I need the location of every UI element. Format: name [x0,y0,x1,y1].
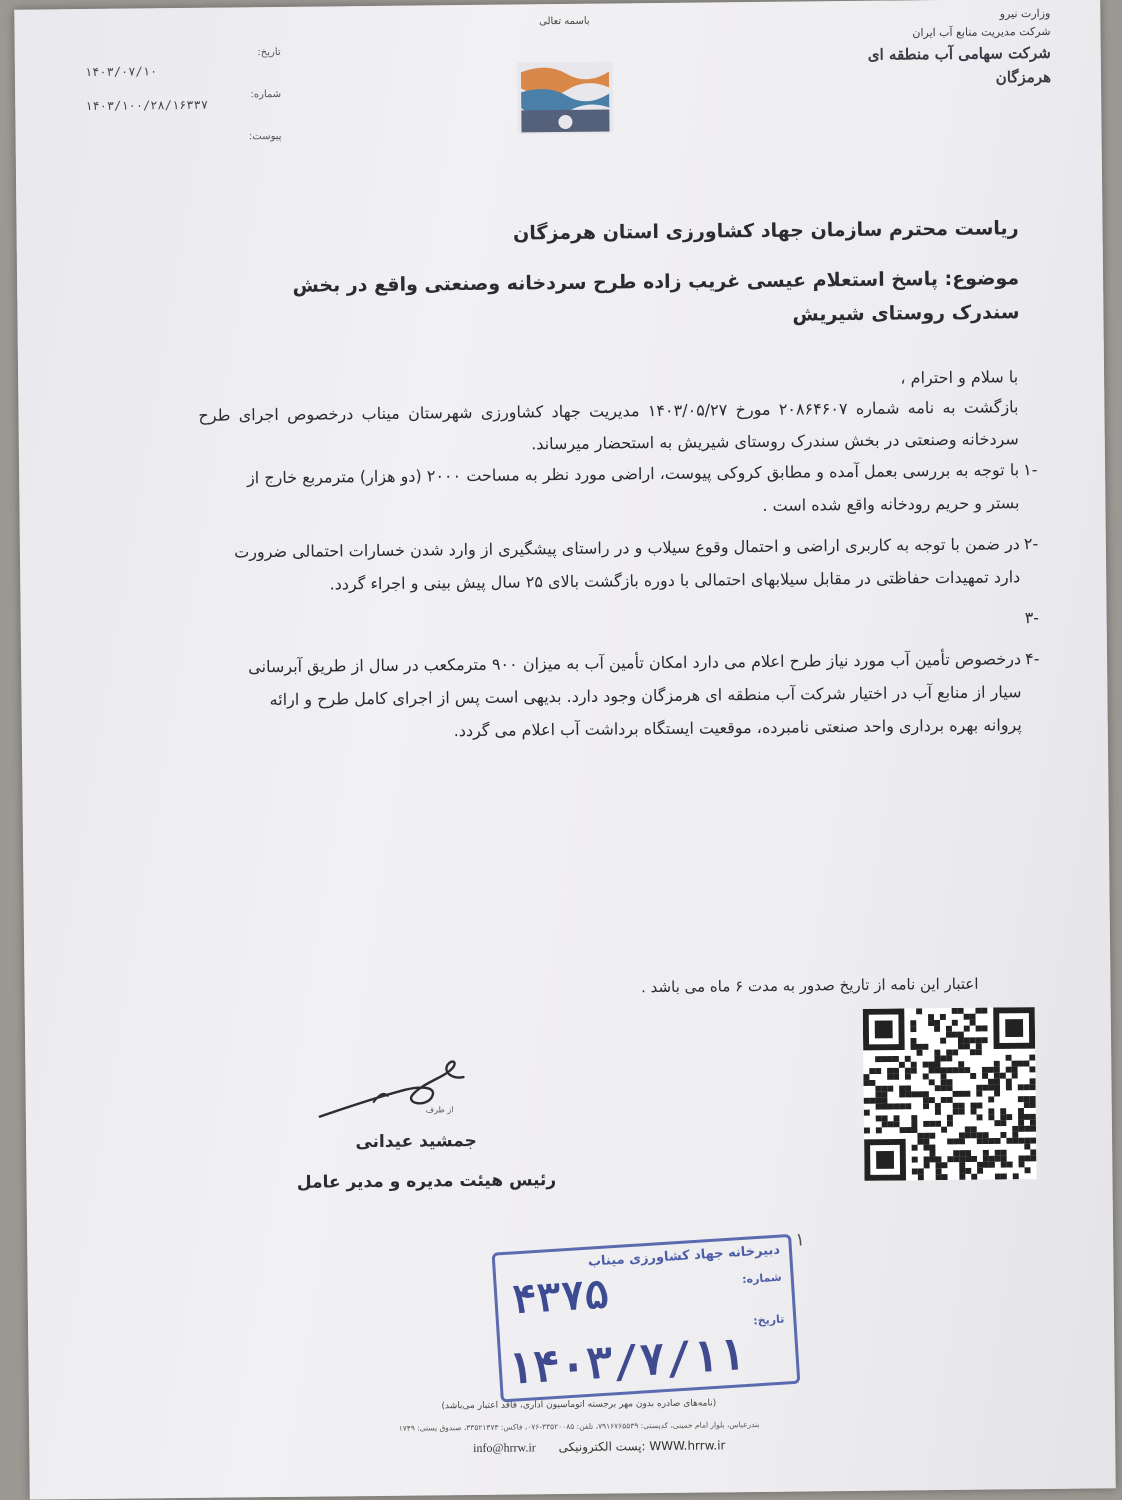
date-label: تاریخ: [257,46,281,59]
list-item [231,601,1040,642]
list-item [229,453,1038,527]
bismillah: باسمه تعالی [539,15,590,28]
item-text [231,601,1021,609]
validity-note: اعتبار این نامه از تاریخ صدور به مدت ۶ ماه می باشد . [640,974,979,997]
attachment-label: پیوست: [248,130,282,143]
addressee: ریاست محترم سازمان جهاد کشاورزی استان هرمزگان [512,217,1019,245]
item-text: با توجه به بررسی بعمل آمده و مطابق کروکی پیوست، اراضی مورد نظر به مساحت ۲۰۰۰ (دو هزار) مترمربع خارج از بستر و حریم رودخانه واقع شده است . [246,460,1020,515]
item-text: در ضمن با توجه به کاربری اراضی و احتمال وقوع سیلاب و در راستای پیشگیری از وارد شدن خسارات احتمالی ضرورت دارد تمهیدات حفاظتی در مقابل سیلابهای احتمالی با دوره بازگشت بالای ۲۵ سال پیش بینی و اجراء گردد. [234,534,1021,594]
stamp-title: دبیرخانه جهاد کشاورزی میناب [587,1242,781,1270]
on-behalf-label: از طرف [425,1105,454,1115]
ministry-name: وزارت نیرو [999,6,1051,21]
signer-name: جمشید عیدانی [355,1130,477,1153]
company-logo [517,61,614,134]
receipt-stamp [492,1234,801,1403]
stamp-side-mark: ۱ [795,1229,805,1251]
date-value: ۱۴۰۳/۰۷/۱۰ [84,64,158,79]
item-number: -۴ [1024,649,1040,669]
qr-code [863,1007,1037,1181]
letter-sheet [14,0,1116,1500]
footer-validity-note: (نامه‌های صادره بدون مهر برجسته اتوماسیون اداری، فاقد اعتبار می‌باشد) [441,1398,717,1412]
stamp-date-label: تاریخ: [752,1312,785,1328]
item-number: -۱ [1023,460,1038,480]
subject-line: موضوع: پاسخ استعلام عیسی غریب زاده طرح سردخانه وصنعتی واقع در بخش سندرک روستای شیریش [292,267,1020,326]
stamp-number: ۴۳۷۵ [511,1271,611,1324]
intro-paragraph: بازگشت به نامه شماره ۲۰۸۶۴۶۰۷ مورخ ۱۴۰۳/۰۵/۲۷ مدیریت جهاد کشاورزی شهرستان میناب درخصوص اجرای طرح سردخانه وصنعتی در بخش سندرک روستای شیریش به استحضار میرساند. [198,397,1019,454]
letterhead-organization [850,5,1051,91]
item-number: -۳ [1024,608,1040,628]
footer-address: بندرعباس، بلوار امام خمینی، کدپستی: ۷۹۱۶۷۶۵۵۳۹، تلفن: ۳۳۵۲۰۰۸۵-۰۷۶، فاکس: ۳۳۵۲۱۳۷۳، صندوق پستی: ۱۷۴۹ [398,1420,760,1433]
salutation: با سلام و احترام ، [900,367,1019,388]
item-text: درخصوص تأمین آب مورد نیاز طرح اعلام می دارد امکان تأمین آب به میزان ۹۰۰ مترمکعب در سال از طریق آبرسانی سیار از منابع آب در اختیار شرکت آب منطقه ای هرمزگان وجود دارد. بدیهی است پس از اجرای کامل طرح و ارائه پروانه بهره برداری واحد صنعتی نامبرده، موقعیت ایستگاه برداشت آب اعلام می گردد. [248,649,1022,741]
parent-company-name: شرکت مدیریت منابع آب ایران [912,24,1051,40]
signer-title: رئیس هیئت مدیره و مدیر عامل [296,1170,557,1193]
footer-website: WWW.hrrw.ir :پست الکترونیکی [558,1438,726,1455]
list-item [231,642,1040,749]
list-item [230,527,1039,601]
company-name: شرکت سهامی آب منطقه ای هرمزگان [867,43,1052,87]
stamp-number-label: شماره: [741,1270,783,1287]
numbered-items [229,453,1040,757]
number-label: شماره: [250,88,282,101]
footer-contact [329,1437,869,1458]
reference-values [85,63,246,133]
footer-email: info@hrrw.ir [473,1440,536,1455]
stamp-date: ۱۴۰۳/۷/۱۱ [505,1329,747,1395]
number-value: ۱۴۰۳/۱۰۰/۲۸/۱۶۳۳۷ [85,97,209,113]
reference-labels [248,46,282,173]
item-number: -۲ [1023,534,1039,554]
